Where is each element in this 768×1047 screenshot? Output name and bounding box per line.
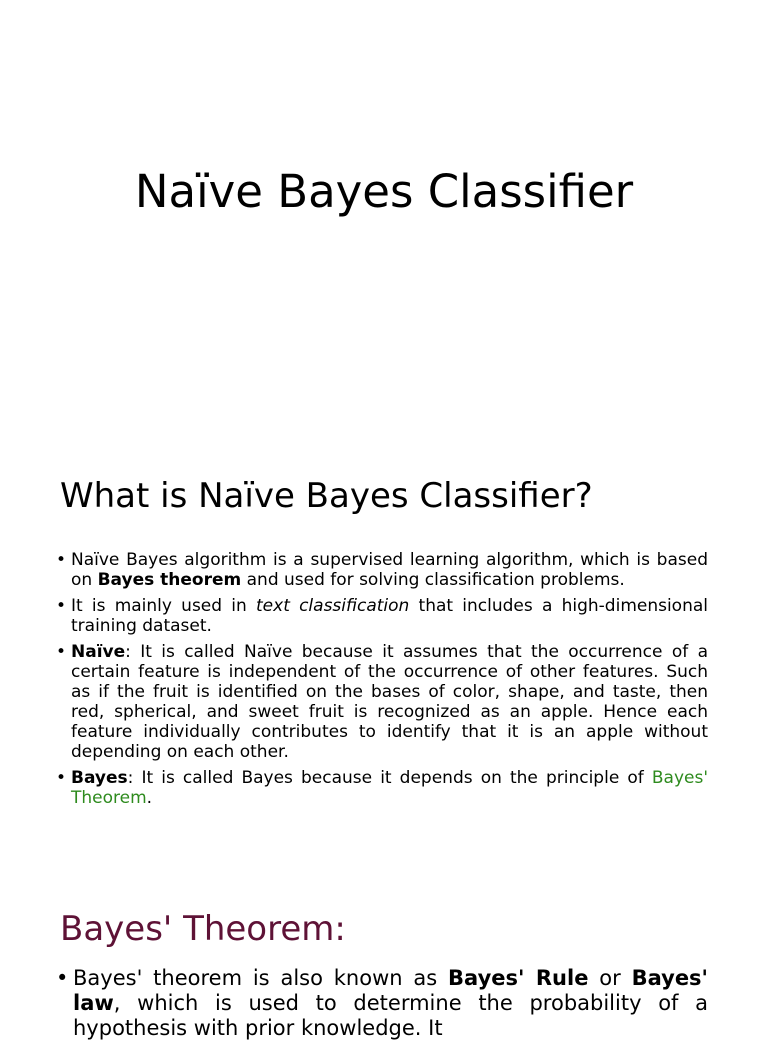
bullet-icon: •	[56, 550, 67, 570]
bullet-text: that includes a high-dimensional training dataset.	[71, 596, 709, 636]
list-item	[56, 642, 708, 762]
theorem-slide	[0, 864, 768, 1040]
bullet-icon: •	[56, 768, 67, 788]
slide-heading: What is Naïve Bayes Classifier?	[60, 476, 593, 516]
bullet-bold-text: Naïve	[71, 642, 126, 662]
definition-slide	[0, 430, 768, 864]
list-item	[56, 550, 708, 590]
bullet-text: , which is used to determine the probability of a hypothesis with prior knowledge. It	[73, 991, 708, 1040]
list-item	[56, 966, 708, 1041]
bayes-theorem-link[interactable]: Bayes' Theorem	[71, 768, 708, 808]
bullet-bold-text: Bayes' law	[73, 966, 708, 1015]
bullet-list	[56, 966, 708, 1047]
bullet-text: It is mainly used in	[71, 596, 257, 616]
bullet-text: Naïve Bayes algorithm is a supervised learning algorithm, which is based on	[71, 550, 708, 590]
bullet-bold-text: Bayes	[71, 768, 128, 788]
bullet-icon: •	[56, 966, 69, 990]
bullet-bold-text: Bayes' Rule	[448, 966, 589, 990]
bullet-italic-text: text classification	[256, 596, 410, 616]
bullet-icon: •	[56, 596, 67, 616]
list-item	[56, 596, 708, 636]
bullet-list	[56, 550, 708, 814]
bullet-text: : It is called Bayes because it depends on the principle of	[127, 768, 652, 788]
title-slide	[0, 0, 768, 430]
bullet-bold-text: Bayes theorem	[97, 570, 242, 590]
list-item	[56, 768, 708, 808]
bullet-text: and used for solving classification problems.	[241, 570, 625, 590]
bullet-icon: •	[56, 642, 67, 662]
slide-heading: Bayes' Theorem:	[60, 909, 346, 949]
presentation-title: Naïve Bayes Classifier	[134, 165, 634, 218]
bullet-text: .	[146, 788, 153, 808]
bullet-text: or	[588, 966, 632, 990]
bullet-text: Bayes' theorem is also known as	[73, 966, 449, 990]
bullet-text: : It is called Naïve because it assumes that the occurrence of a certain feature is independent of the occurrence of other features. Such as if the fruit is identified on the bases of color, shape, and taste, then red, spherical, and sweet fruit is recognized as an apple. Hence each feature individually contributes to identify that it is an apple without depending on each other.	[71, 642, 708, 762]
